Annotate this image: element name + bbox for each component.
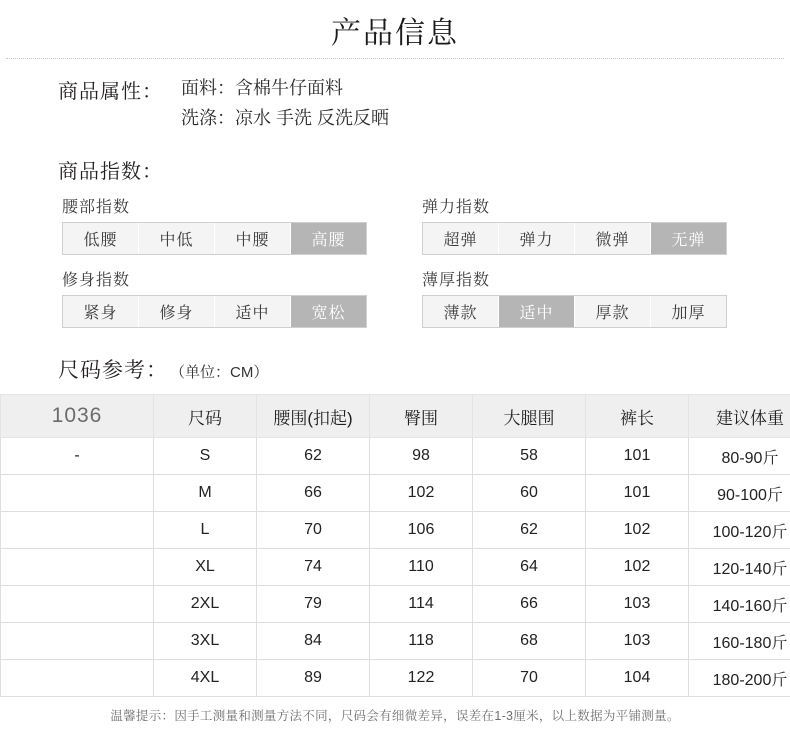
table-header-code: 1036: [1, 395, 154, 438]
scale-option[interactable]: 低腰: [63, 223, 139, 254]
table-row: [1, 660, 790, 697]
index-group-elasticity-title: 弹力指数: [422, 199, 491, 216]
scale-option[interactable]: 微弹: [575, 223, 651, 254]
scale-option-selected[interactable]: 宽松: [291, 296, 366, 327]
table-header-hip: 臀围: [370, 395, 473, 438]
table-cell: [1, 512, 154, 549]
table-row: [1, 438, 790, 475]
attribute-line-fabric: 面料：含棉牛仔面料: [181, 78, 343, 98]
table-cell: 68: [473, 623, 586, 660]
table-cell: XL: [154, 549, 257, 586]
scale-option[interactable]: 修身: [139, 296, 215, 327]
table-cell: 2XL: [154, 586, 257, 623]
table-cell: -: [1, 438, 154, 475]
table-cell: 102: [586, 512, 689, 549]
size-reference-header: [0, 354, 790, 384]
index-group-fit-title: 修身指数: [62, 272, 131, 289]
table-cell: 102: [586, 549, 689, 586]
table-cell: [1, 586, 154, 623]
scale-option[interactable]: 加厚: [671, 305, 706, 322]
size-reference-title: 尺码参考：: [58, 359, 168, 382]
attributes-section: [0, 73, 790, 328]
table-cell: 84: [257, 623, 370, 660]
table-cell: 102: [370, 475, 473, 512]
table-cell: 64: [473, 549, 586, 586]
table-cell: 103: [586, 586, 689, 623]
table-cell: 101: [586, 475, 689, 512]
table-cell: 70: [473, 660, 586, 697]
table-row: [1, 475, 790, 512]
table-header-size: 尺码: [154, 395, 257, 438]
attribute-line-wash: 洗涤：凉水 手洗 反洗反晒: [181, 108, 390, 128]
table-cell: L: [154, 512, 257, 549]
scale-option[interactable]: 薄款: [423, 296, 499, 327]
table-header-weight: 建议体重: [689, 395, 790, 438]
table-cell: 60: [473, 475, 586, 512]
table-row: [1, 623, 790, 660]
table-cell: 160-180斤: [689, 623, 790, 660]
divider: [6, 58, 784, 59]
table-header-waist: 腰围(扣起): [257, 395, 370, 438]
table-row: [1, 512, 790, 549]
table-cell: 66: [473, 586, 586, 623]
index-group-elasticity-scale: [422, 222, 727, 255]
table-header-row: [1, 395, 790, 438]
size-reference-unit: （单位：CM）: [170, 364, 269, 381]
table-cell: 62: [473, 512, 586, 549]
table-cell: 118: [370, 623, 473, 660]
table-cell: 90-100斤: [689, 475, 790, 512]
indices-heading: 商品指数：: [58, 161, 163, 183]
table-cell: 89: [257, 660, 370, 697]
table-cell: 100-120斤: [689, 512, 790, 549]
scale-option[interactable]: 适中: [215, 296, 291, 327]
indices-grid: [58, 194, 790, 328]
table-cell: 104: [586, 660, 689, 697]
table-row: [1, 586, 790, 623]
table-row: [1, 549, 790, 586]
table-cell: 180-200斤: [689, 660, 790, 697]
table-cell: 74: [257, 549, 370, 586]
index-group-elasticity: [422, 194, 727, 255]
page-title: 产品信息: [331, 17, 459, 50]
measurement-note: 温馨提示：因手工测量和测量方法不同，尺码会有细微差异，误差在1-3厘米，以上数据为平铺测量。: [110, 709, 680, 723]
table-cell: 80-90斤: [689, 438, 790, 475]
table-cell: 120-140斤: [689, 549, 790, 586]
table-cell: 103: [586, 623, 689, 660]
scale-option-selected[interactable]: 无弹: [651, 223, 726, 254]
index-group-fit: [62, 267, 367, 328]
table-cell: 106: [370, 512, 473, 549]
scale-option[interactable]: 中腰: [215, 223, 291, 254]
index-group-thickness-scale: [422, 295, 727, 328]
scale-option[interactable]: 中低: [139, 223, 215, 254]
scale-option-selected[interactable]: 适中: [499, 296, 575, 327]
table-cell: [1, 475, 154, 512]
attributes-row: [58, 73, 790, 133]
index-group-fit-scale: [62, 295, 367, 328]
index-group-waist-scale: [62, 222, 367, 255]
table-cell: [1, 549, 154, 586]
table-cell: [1, 660, 154, 697]
index-group-waist-title: 腰部指数: [62, 199, 131, 216]
table-cell: 62: [257, 438, 370, 475]
table-cell: 98: [370, 438, 473, 475]
table-cell: 114: [370, 586, 473, 623]
table-header-thigh: 大腿围: [473, 395, 586, 438]
table-cell: 140-160斤: [689, 586, 790, 623]
table-cell: 70: [257, 512, 370, 549]
table-cell: 79: [257, 586, 370, 623]
table-cell: 101: [586, 438, 689, 475]
index-group-waist: [62, 194, 367, 255]
scale-option[interactable]: 超弹: [423, 223, 499, 254]
table-cell: 122: [370, 660, 473, 697]
table-cell: M: [154, 475, 257, 512]
table-cell: S: [154, 438, 257, 475]
size-table: [0, 394, 790, 697]
table-cell: 3XL: [154, 623, 257, 660]
table-cell: [1, 623, 154, 660]
index-group-thickness-title: 薄厚指数: [422, 272, 491, 289]
scale-option[interactable]: 弹力: [499, 223, 575, 254]
table-cell: 4XL: [154, 660, 257, 697]
scale-option[interactable]: 厚款: [575, 296, 651, 327]
attributes-label: 商品属性：: [58, 81, 163, 103]
table-cell: 110: [370, 549, 473, 586]
table-cell: 58: [473, 438, 586, 475]
table-cell: 66: [257, 475, 370, 512]
scale-option-selected[interactable]: 高腰: [291, 223, 366, 254]
scale-option[interactable]: 紧身: [63, 296, 139, 327]
table-header-length: 裤长: [586, 395, 689, 438]
attributes-values: [163, 73, 389, 133]
index-group-thickness: [422, 267, 727, 328]
